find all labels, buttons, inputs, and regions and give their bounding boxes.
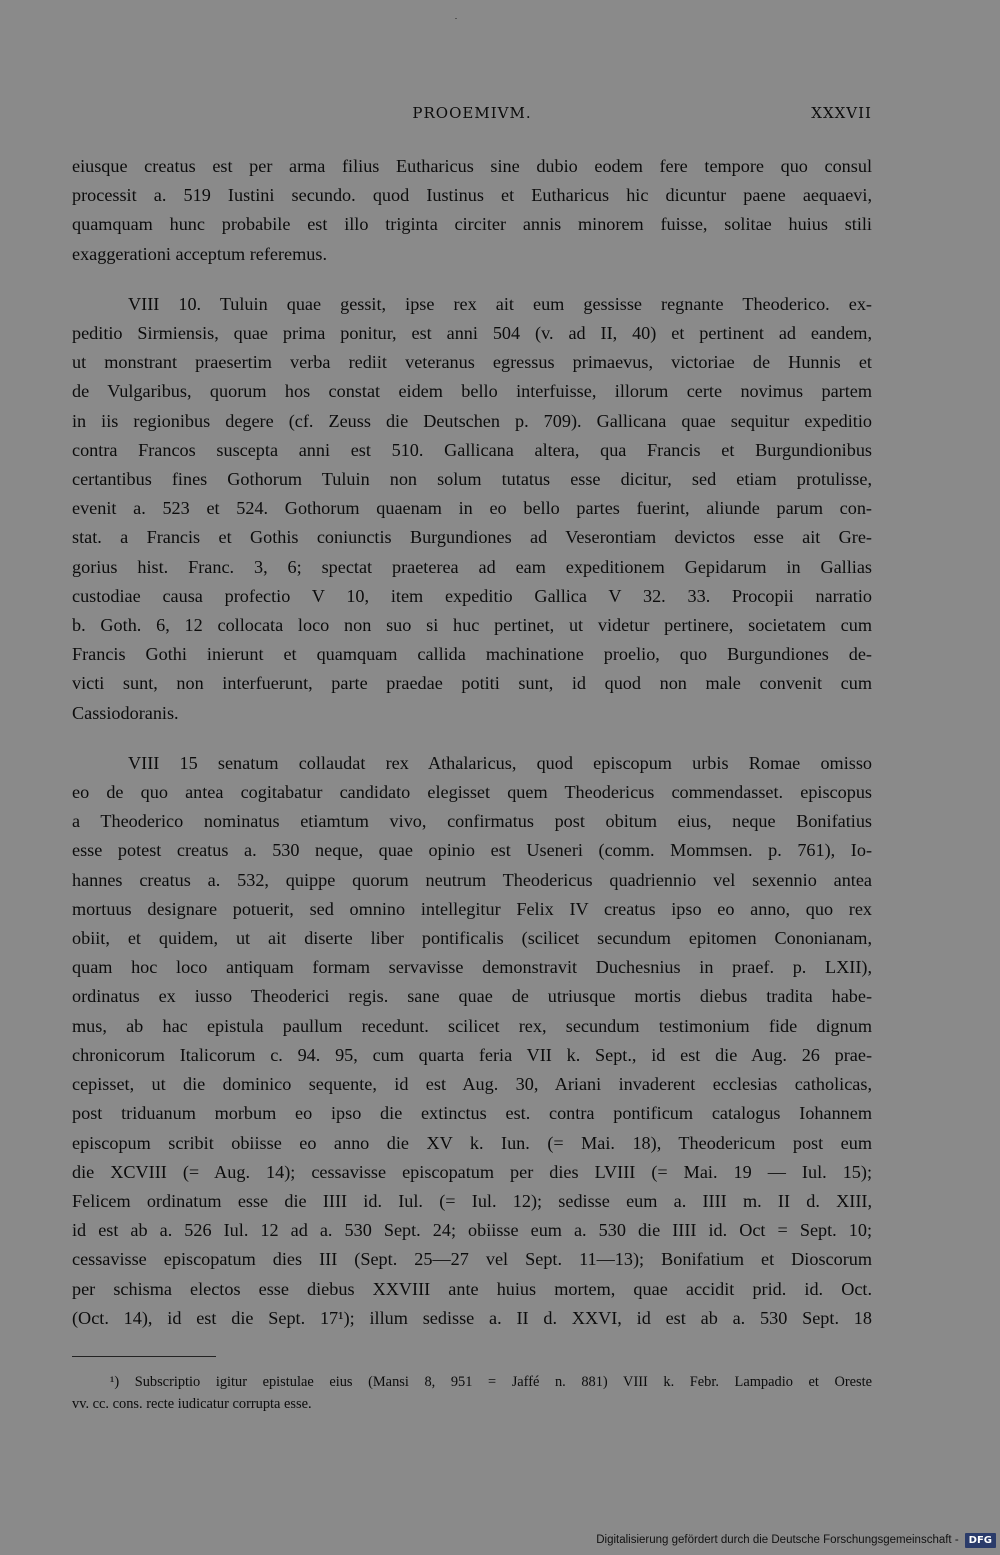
paragraph-3 (72, 749, 872, 1333)
text-line: ut monstrant praesertim verba rediit veteranus egressus primaevus, victoriae de Hunnis et (72, 352, 872, 373)
text-line: peditio Sirmiensis, quae prima ponitur, est anni 504 (v. ad II, 40) et pertinent ad eandem, (72, 323, 872, 344)
text-line: contra Francos suscepta anni est 510. Gallicana altera, qua Francis et Burgundionibus (72, 439, 872, 460)
scan-mark (455, 18, 457, 19)
text-line: quam hoc loco antiquam formam servavisse demonstravit Duchesnius in praef. p. LXII), (72, 957, 872, 978)
text-line: cessavisse episcopatum dies III (Sept. 25—27 vel Sept. 11—13); Bonifatium et Dioscorum (72, 1249, 872, 1270)
text-line: obiit, et quidem, ut ait diserte liber pontificalis (scilicet secundum epitomen Cononianam, (72, 928, 872, 949)
text-line: VIII 15 senatum collaudat rex Athalaricus, quod episcopum urbis Romae omisso (128, 752, 872, 773)
text-line: de Vulgaribus, quorum hos constat eidem bello interfuisse, illorum certe novimus partem (72, 381, 872, 402)
text-line: cepisset, ut die dominico sequente, id est Aug. 30, Ariani invaderent ecclesias catholicas, (72, 1074, 872, 1095)
text-line: b. Goth. 6, 12 collocata loco non suo si huc pertinet, ut videtur pertinere, societatem cum (72, 615, 872, 636)
text-line: certantibus fines Gothorum Tuluin non solum tutatus esse dicitur, sed etiam protulisse, (72, 469, 872, 490)
text-line: chronicorum Italicorum c. 94. 95, cum quarta feria VII k. Sept., id est die Aug. 26 prae- (72, 1044, 872, 1065)
footnotes (72, 1371, 872, 1415)
text-line: stat. a Francis et Gothis coniunctis Burgundiones ad Veserontiam devictos esse ait Gre- (72, 527, 872, 548)
running-head: PROOEMIVM. (412, 104, 532, 122)
paragraph-1 (72, 152, 872, 269)
text-line: custodiae causa profectio V 10, item expeditio Gallica V 32. 33. Procopii narratio (72, 585, 872, 606)
page-number: XXXVII (811, 104, 872, 122)
text-line: id est ab a. 526 Iul. 12 ad a. 530 Sept. 24; obiisse eum a. 530 die IIII id. Oct = Sept. 10; (72, 1220, 872, 1241)
text-line: eo de quo antea cogitabatur candidato elegisset quem Theodericus commendasset. episcopus (72, 782, 872, 803)
text-line: hannes creatus a. 532, quippe quorum neutrum Theodericus quadriennio vel sexennio antea (72, 869, 872, 890)
text-line: exaggerationi acceptum referemus. (72, 243, 327, 264)
footnote-rule (72, 1356, 216, 1357)
text-line: victi sunt, non interfuerunt, parte praedae potiti sunt, id quod non male convenit cum (72, 673, 872, 694)
text-line: gorius hist. Franc. 3, 6; spectat praeterea ad eam expeditionem Gepidarum in Gallias (72, 556, 872, 577)
text-line: quamquam hunc probabile est illo triginta circiter annis minorem fuisse, solitae huius stili (72, 214, 872, 235)
text-line: ordinatus ex iusso Theoderici regis. sane quae de utriusque mortis diebus tradita habe- (72, 986, 872, 1007)
text-line: mus, ab hac epistula paullum recedunt. scilicet rex, secundum testimonium fide dignum (72, 1015, 872, 1036)
text-line: eiusque creatus est per arma filius Eutharicus sine dubio eodem fere tempore quo consul (72, 156, 872, 176)
footnote-line: vv. cc. cons. recte iudicatur corrupta esse. (72, 1396, 312, 1412)
text-line: esse potest creatus a. 530 neque, quae opinio est Useneri (comm. Mommsen. p. 761), Io- (72, 840, 872, 861)
text-line: a Theoderico nominatus etiamtum vivo, confirmatus post obitum eius, neque Bonifatius (72, 811, 872, 832)
credit-bar (580, 1525, 1000, 1555)
footnote-line: ¹) Subscriptio igitur epistulae eius (Mansi 8, 951 = Jaffé n. 881) VIII k. Febr. Lampadio et Oreste (110, 1374, 872, 1390)
text-line: Felicem ordinatum esse die IIII id. Iul. (= Iul. 12); sedisse eum a. IIII m. II d. XIII, (72, 1190, 872, 1211)
text-line: per schisma electos esse diebus XXVIII ante huius mortem, quae accidit prid. id. Oct. (72, 1278, 872, 1299)
body-text (72, 152, 872, 1354)
text-line: Francis Gothi inierunt et quamquam callida machinatione proelio, quo Burgundiones de- (72, 644, 872, 665)
paragraph-2 (72, 290, 872, 728)
dfg-logo: DFG (965, 1533, 996, 1548)
text-line: processit a. 519 Iustini secundo. quod Iustinus et Eutharicus hic dicuntur paene aequaevi, (72, 185, 872, 206)
text-line: evenit a. 523 et 524. Gothorum quaenam in eo bello partes fuerint, aliunde parum con- (72, 498, 872, 519)
text-line: (Oct. 14), id est die Sept. 17¹); illum sedisse a. II d. XXVI, id est ab a. 530 Sept. 18 (72, 1307, 872, 1328)
page-header (72, 104, 872, 128)
credit-text: Digitalisierung gefördert durch die Deutsche Forschungsgemeinschaft - (596, 1534, 959, 1546)
text-line: mortuus designare potuerit, sed omnino intellegitur Felix IV creatus ipso eo anno, quo rex (72, 898, 872, 919)
text-line: Cassiodoranis. (72, 702, 179, 723)
text-line: die XCVIII (= Aug. 14); cessavisse episcopatum per dies LVIII (= Mai. 19 — Iul. 15); (72, 1161, 872, 1182)
text-line: post triduanum morbum eo ipso die extinctus est. contra pontificum catalogus Iohannem (72, 1103, 872, 1124)
text-line: VIII 10. Tuluin quae gessit, ipse rex ait eum gessisse regnante Theoderico. ex- (128, 293, 872, 314)
text-line: episcopum scribit obiisse eo anno die XV k. Iun. (= Mai. 18), Theodericum post eum (72, 1132, 872, 1153)
text-line: in iis regionibus degere (cf. Zeuss die Deutschen p. 709). Gallicana quae sequitur expeditio (72, 410, 872, 431)
